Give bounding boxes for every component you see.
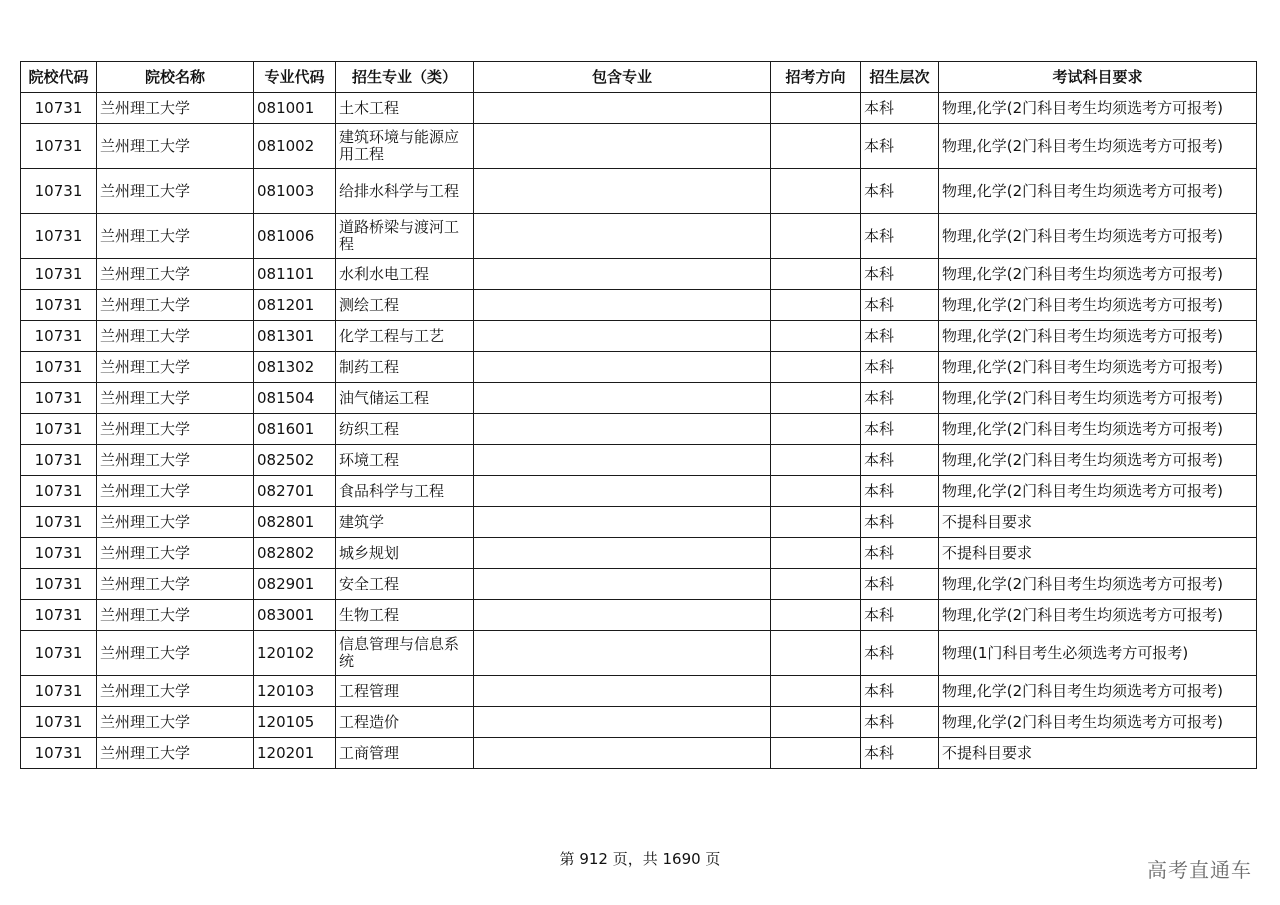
cell-major-code: 081302 bbox=[254, 352, 336, 383]
cell-school-code: 10731 bbox=[21, 707, 97, 738]
table-row bbox=[21, 414, 1257, 445]
cell-level: 本科 bbox=[861, 383, 939, 414]
header-direction: 招考方向 bbox=[771, 62, 861, 93]
header-school-code: 院校代码 bbox=[21, 62, 97, 93]
cell-major-code: 082802 bbox=[254, 538, 336, 569]
watermark: 高考直通车 bbox=[1147, 858, 1252, 882]
cell-major: 土木工程 bbox=[336, 93, 474, 124]
cell-direction bbox=[771, 707, 861, 738]
cell-major: 工商管理 bbox=[336, 738, 474, 769]
cell-school-name: 兰州理工大学 bbox=[97, 383, 254, 414]
table-row bbox=[21, 214, 1257, 259]
cell-major: 工程管理 bbox=[336, 676, 474, 707]
table-row bbox=[21, 124, 1257, 169]
cell-school-code: 10731 bbox=[21, 93, 97, 124]
cell-school-name: 兰州理工大学 bbox=[97, 290, 254, 321]
cell-major: 测绘工程 bbox=[336, 290, 474, 321]
cell-level: 本科 bbox=[861, 538, 939, 569]
cell-direction bbox=[771, 259, 861, 290]
cell-direction bbox=[771, 290, 861, 321]
cell-includes bbox=[474, 676, 771, 707]
cell-major-code: 081101 bbox=[254, 259, 336, 290]
cell-school-code: 10731 bbox=[21, 290, 97, 321]
cell-requirement: 物理,化学(2门科目考生均须选考方可报考) bbox=[939, 93, 1257, 124]
cell-direction bbox=[771, 538, 861, 569]
cell-includes bbox=[474, 538, 771, 569]
cell-school-code: 10731 bbox=[21, 124, 97, 169]
cell-major-code: 120103 bbox=[254, 676, 336, 707]
cell-direction bbox=[771, 569, 861, 600]
cell-level: 本科 bbox=[861, 214, 939, 259]
cell-school-name: 兰州理工大学 bbox=[97, 214, 254, 259]
cell-major: 信息管理与信息系统 bbox=[336, 631, 474, 676]
cell-school-name: 兰州理工大学 bbox=[97, 445, 254, 476]
cell-level: 本科 bbox=[861, 259, 939, 290]
cell-major-code: 083001 bbox=[254, 600, 336, 631]
cell-includes bbox=[474, 600, 771, 631]
cell-school-name: 兰州理工大学 bbox=[97, 631, 254, 676]
cell-includes bbox=[474, 290, 771, 321]
cell-level: 本科 bbox=[861, 290, 939, 321]
cell-major-code: 081201 bbox=[254, 290, 336, 321]
table-row bbox=[21, 476, 1257, 507]
table-row bbox=[21, 290, 1257, 321]
cell-requirement: 物理,化学(2门科目考生均须选考方可报考) bbox=[939, 707, 1257, 738]
cell-level: 本科 bbox=[861, 569, 939, 600]
cell-direction bbox=[771, 414, 861, 445]
cell-includes bbox=[474, 321, 771, 352]
cell-includes bbox=[474, 214, 771, 259]
cell-school-name: 兰州理工大学 bbox=[97, 569, 254, 600]
cell-school-name: 兰州理工大学 bbox=[97, 538, 254, 569]
cell-major-code: 081002 bbox=[254, 124, 336, 169]
cell-direction bbox=[771, 383, 861, 414]
cell-major: 城乡规划 bbox=[336, 538, 474, 569]
cell-school-code: 10731 bbox=[21, 676, 97, 707]
cell-direction bbox=[771, 476, 861, 507]
table-row bbox=[21, 507, 1257, 538]
cell-school-code: 10731 bbox=[21, 600, 97, 631]
cell-requirement: 物理,化学(2门科目考生均须选考方可报考) bbox=[939, 569, 1257, 600]
table-row bbox=[21, 352, 1257, 383]
cell-requirement: 物理,化学(2门科目考生均须选考方可报考) bbox=[939, 445, 1257, 476]
cell-level: 本科 bbox=[861, 321, 939, 352]
cell-major-code: 120105 bbox=[254, 707, 336, 738]
table-row bbox=[21, 169, 1257, 214]
cell-direction bbox=[771, 352, 861, 383]
cell-major: 制药工程 bbox=[336, 352, 474, 383]
cell-level: 本科 bbox=[861, 169, 939, 214]
cell-major: 给排水科学与工程 bbox=[336, 169, 474, 214]
table-row bbox=[21, 676, 1257, 707]
cell-school-code: 10731 bbox=[21, 214, 97, 259]
header-includes: 包含专业 bbox=[474, 62, 771, 93]
cell-major-code: 082801 bbox=[254, 507, 336, 538]
cell-requirement: 不提科目要求 bbox=[939, 507, 1257, 538]
table-header-row bbox=[21, 62, 1257, 93]
cell-school-name: 兰州理工大学 bbox=[97, 352, 254, 383]
cell-level: 本科 bbox=[861, 600, 939, 631]
table-row bbox=[21, 738, 1257, 769]
cell-level: 本科 bbox=[861, 445, 939, 476]
cell-includes bbox=[474, 507, 771, 538]
cell-major-code: 082701 bbox=[254, 476, 336, 507]
cell-direction bbox=[771, 507, 861, 538]
cell-direction bbox=[771, 445, 861, 476]
table-body bbox=[21, 93, 1257, 769]
page-number: 第 912 页，共 1690 页 bbox=[559, 850, 721, 868]
cell-school-code: 10731 bbox=[21, 414, 97, 445]
cell-direction bbox=[771, 169, 861, 214]
header-major-code: 专业代码 bbox=[254, 62, 336, 93]
cell-requirement: 物理,化学(2门科目考生均须选考方可报考) bbox=[939, 476, 1257, 507]
cell-direction bbox=[771, 631, 861, 676]
cell-level: 本科 bbox=[861, 738, 939, 769]
table-row bbox=[21, 259, 1257, 290]
cell-major-code: 081001 bbox=[254, 93, 336, 124]
cell-direction bbox=[771, 124, 861, 169]
header-requirement: 考试科目要求 bbox=[939, 62, 1257, 93]
cell-major: 水利水电工程 bbox=[336, 259, 474, 290]
cell-major: 建筑环境与能源应用工程 bbox=[336, 124, 474, 169]
table-row bbox=[21, 383, 1257, 414]
cell-direction bbox=[771, 600, 861, 631]
cell-major-code: 082502 bbox=[254, 445, 336, 476]
cell-requirement: 物理,化学(2门科目考生均须选考方可报考) bbox=[939, 676, 1257, 707]
cell-major: 建筑学 bbox=[336, 507, 474, 538]
table-row bbox=[21, 631, 1257, 676]
cell-major-code: 081504 bbox=[254, 383, 336, 414]
cell-major-code: 081006 bbox=[254, 214, 336, 259]
cell-includes bbox=[474, 569, 771, 600]
cell-requirement: 物理,化学(2门科目考生均须选考方可报考) bbox=[939, 259, 1257, 290]
cell-includes bbox=[474, 169, 771, 214]
cell-major: 化学工程与工艺 bbox=[336, 321, 474, 352]
cell-includes bbox=[474, 707, 771, 738]
cell-school-code: 10731 bbox=[21, 476, 97, 507]
table-row bbox=[21, 707, 1257, 738]
cell-school-code: 10731 bbox=[21, 507, 97, 538]
cell-school-code: 10731 bbox=[21, 445, 97, 476]
cell-requirement: 不提科目要求 bbox=[939, 738, 1257, 769]
cell-school-code: 10731 bbox=[21, 352, 97, 383]
cell-level: 本科 bbox=[861, 476, 939, 507]
cell-major: 安全工程 bbox=[336, 569, 474, 600]
cell-school-name: 兰州理工大学 bbox=[97, 476, 254, 507]
table-row bbox=[21, 600, 1257, 631]
cell-major: 生物工程 bbox=[336, 600, 474, 631]
cell-major-code: 120102 bbox=[254, 631, 336, 676]
cell-direction bbox=[771, 676, 861, 707]
cell-requirement: 物理(1门科目考生必须选考方可报考) bbox=[939, 631, 1257, 676]
cell-school-name: 兰州理工大学 bbox=[97, 738, 254, 769]
admission-table bbox=[20, 61, 1257, 769]
table-row bbox=[21, 321, 1257, 352]
cell-requirement: 物理,化学(2门科目考生均须选考方可报考) bbox=[939, 214, 1257, 259]
cell-includes bbox=[474, 383, 771, 414]
cell-school-name: 兰州理工大学 bbox=[97, 259, 254, 290]
cell-includes bbox=[474, 738, 771, 769]
cell-requirement: 物理,化学(2门科目考生均须选考方可报考) bbox=[939, 169, 1257, 214]
cell-includes bbox=[474, 445, 771, 476]
cell-includes bbox=[474, 476, 771, 507]
cell-level: 本科 bbox=[861, 352, 939, 383]
cell-direction bbox=[771, 321, 861, 352]
cell-school-code: 10731 bbox=[21, 538, 97, 569]
cell-direction bbox=[771, 738, 861, 769]
cell-major: 纺织工程 bbox=[336, 414, 474, 445]
table-row bbox=[21, 538, 1257, 569]
cell-school-name: 兰州理工大学 bbox=[97, 676, 254, 707]
cell-school-name: 兰州理工大学 bbox=[97, 124, 254, 169]
table-row bbox=[21, 569, 1257, 600]
cell-school-code: 10731 bbox=[21, 738, 97, 769]
cell-school-code: 10731 bbox=[21, 321, 97, 352]
cell-requirement: 不提科目要求 bbox=[939, 538, 1257, 569]
cell-level: 本科 bbox=[861, 507, 939, 538]
cell-level: 本科 bbox=[861, 414, 939, 445]
cell-school-name: 兰州理工大学 bbox=[97, 600, 254, 631]
cell-requirement: 物理,化学(2门科目考生均须选考方可报考) bbox=[939, 600, 1257, 631]
cell-direction bbox=[771, 214, 861, 259]
header-school-name: 院校名称 bbox=[97, 62, 254, 93]
cell-school-name: 兰州理工大学 bbox=[97, 169, 254, 214]
cell-major: 工程造价 bbox=[336, 707, 474, 738]
cell-school-name: 兰州理工大学 bbox=[97, 507, 254, 538]
cell-major: 环境工程 bbox=[336, 445, 474, 476]
cell-school-code: 10731 bbox=[21, 169, 97, 214]
cell-major-code: 120201 bbox=[254, 738, 336, 769]
cell-includes bbox=[474, 124, 771, 169]
cell-school-code: 10731 bbox=[21, 259, 97, 290]
cell-requirement: 物理,化学(2门科目考生均须选考方可报考) bbox=[939, 352, 1257, 383]
cell-includes bbox=[474, 93, 771, 124]
cell-level: 本科 bbox=[861, 707, 939, 738]
header-major: 招生专业（类） bbox=[336, 62, 474, 93]
cell-requirement: 物理,化学(2门科目考生均须选考方可报考) bbox=[939, 383, 1257, 414]
cell-major: 食品科学与工程 bbox=[336, 476, 474, 507]
cell-includes bbox=[474, 414, 771, 445]
cell-major-code: 081301 bbox=[254, 321, 336, 352]
cell-school-name: 兰州理工大学 bbox=[97, 321, 254, 352]
table-row bbox=[21, 445, 1257, 476]
cell-level: 本科 bbox=[861, 93, 939, 124]
cell-level: 本科 bbox=[861, 631, 939, 676]
table-row bbox=[21, 93, 1257, 124]
cell-major-code: 081601 bbox=[254, 414, 336, 445]
cell-includes bbox=[474, 631, 771, 676]
cell-major-code: 081003 bbox=[254, 169, 336, 214]
cell-school-code: 10731 bbox=[21, 631, 97, 676]
cell-requirement: 物理,化学(2门科目考生均须选考方可报考) bbox=[939, 414, 1257, 445]
cell-level: 本科 bbox=[861, 676, 939, 707]
cell-school-code: 10731 bbox=[21, 569, 97, 600]
cell-major: 道路桥梁与渡河工程 bbox=[336, 214, 474, 259]
cell-requirement: 物理,化学(2门科目考生均须选考方可报考) bbox=[939, 124, 1257, 169]
cell-requirement: 物理,化学(2门科目考生均须选考方可报考) bbox=[939, 290, 1257, 321]
cell-includes bbox=[474, 259, 771, 290]
header-level: 招生层次 bbox=[861, 62, 939, 93]
cell-level: 本科 bbox=[861, 124, 939, 169]
cell-requirement: 物理,化学(2门科目考生均须选考方可报考) bbox=[939, 321, 1257, 352]
cell-major-code: 082901 bbox=[254, 569, 336, 600]
cell-major: 油气储运工程 bbox=[336, 383, 474, 414]
cell-school-code: 10731 bbox=[21, 383, 97, 414]
cell-school-name: 兰州理工大学 bbox=[97, 414, 254, 445]
cell-direction bbox=[771, 93, 861, 124]
cell-school-name: 兰州理工大学 bbox=[97, 93, 254, 124]
cell-school-name: 兰州理工大学 bbox=[97, 707, 254, 738]
cell-includes bbox=[474, 352, 771, 383]
